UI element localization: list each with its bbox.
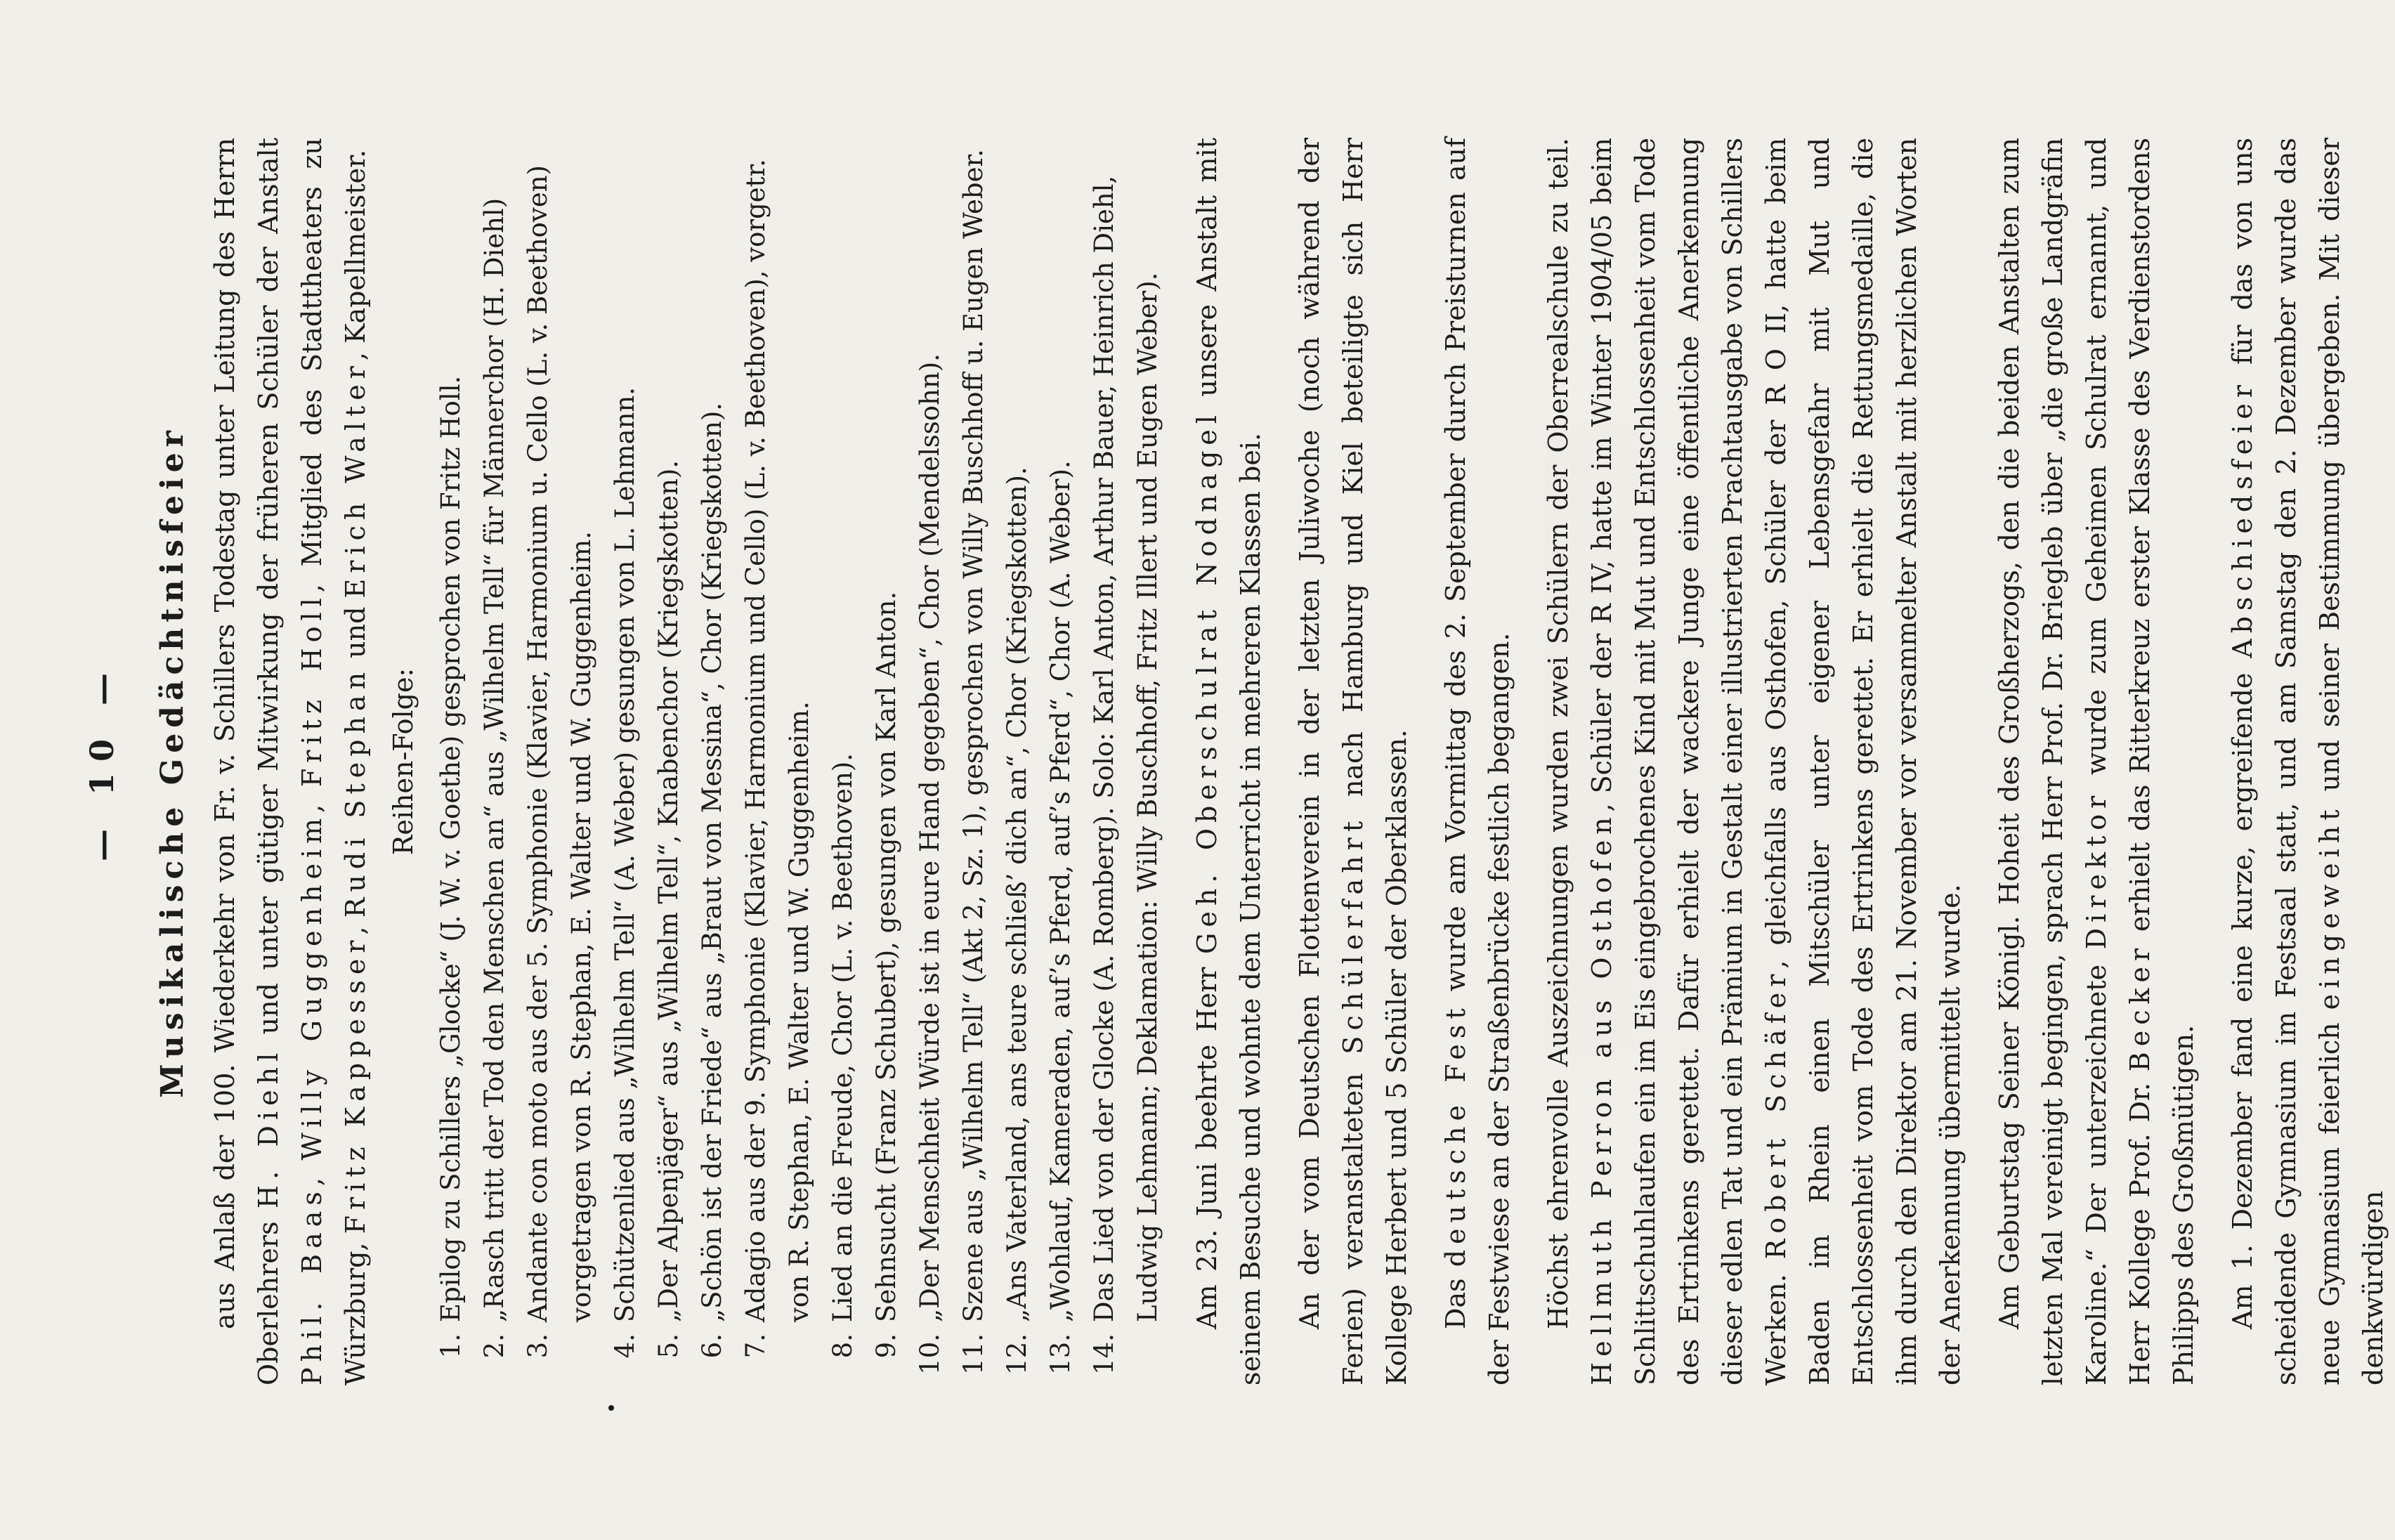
emphasized-name: Hellmuth Perron aus Osthofen	[1586, 811, 1617, 1385]
item-text: Das Lied von der Glocke (A. Romberg). Solo: Karl Anton, Arthur Bauer, Heinrich Diehl,	[1089, 175, 1119, 1322]
item-text: „Der Menschheit Würde ist in eure Hand gegeben“, Chor (Mendelssohn).	[915, 353, 945, 1322]
paragraph-text: wurde zum Geheimen Schulrat ernannt, und Herr Kollege Prof. Dr.	[2081, 137, 2155, 1385]
item-number: 1.	[436, 1333, 466, 1359]
paragraph-deutsches-fest	[1434, 138, 1521, 1385]
item-number: 11.	[958, 1333, 988, 1375]
item-number: 14.	[1089, 1333, 1119, 1375]
program-item	[429, 138, 473, 1385]
paragraph-visit	[1185, 138, 1272, 1385]
program-item	[908, 138, 952, 1385]
item-number: 12.	[1002, 1333, 1032, 1375]
item-number: 13.	[1045, 1333, 1076, 1375]
program-item	[734, 138, 778, 1385]
paragraph-text: und seiner Bestimmung übergeben. Mit dieser denkwürdigen	[2314, 137, 2389, 1385]
emphasized-name: Geh. Oberschulrat Nodnagel	[1192, 410, 1222, 954]
paragraph-auszeichnungen	[1536, 138, 1972, 1385]
emphasized-term: Direktor	[2081, 790, 2112, 950]
item-number: 5.	[653, 1333, 684, 1359]
paragraph-text: , gleichfalls aus Osthofen, Schüler der R O II, hatte beim Baden im Rhein einen Mitschüler unter eigener Lebensgefahr mit Mut und Entschlossenheit vom Tode des Ertrinkens gerettet. Er erhielt die Rettungsmedaille, die ihm durch den Direktor am 21. November vor versammelter Anstalt mit herzlichen Worten der Anerkennung übermittelt wurde.	[1761, 137, 1966, 1385]
name-kappesser: Fritz Kappesser	[340, 934, 371, 1234]
paragraph-text: Am 23. Juni beehrte Herr	[1192, 953, 1222, 1329]
intro-text: , Kapellmeister.	[340, 149, 371, 361]
name-guggenheim: Willy Guggenheim	[296, 812, 327, 1161]
item-number: 9.	[871, 1333, 901, 1359]
item-number: 6.	[697, 1333, 727, 1359]
paragraph-text: für das von uns scheidende Gymnasium im Festsaal statt, und am Samstag den 2. Dezember wurde das neue Gymnasium feierlich	[2227, 138, 2345, 1385]
paragraph-text: erhielt das Ritterkreuz erster Klasse des Verdienstordens Philipps des Großmütigen.	[2125, 138, 2199, 1385]
page-number: — 10 —	[83, 661, 121, 862]
item-text: Sehnsucht (Franz Schubert), gesungen von Karl Anton.	[871, 591, 901, 1322]
item-text: „Wohlauf, Kameraden, auf’s Pferd, auf’s Pferd“, Chor (A. Weber).	[1045, 460, 1076, 1322]
item-text: Epilog zu Schillers „Glocke“ (J. W. v. Goethe) gesprochen von Fritz Holl.	[436, 375, 466, 1322]
item-text: Schützenlied aus „Wilhelm Tell“ (A. Weber) gesungen von L. Lehmann.	[610, 387, 640, 1322]
section-title: Musikalische Gedächtnisfeier	[155, 425, 190, 1098]
item-text: „Schön ist der Friede“ aus „Braut von Messina“, Chor (Kriegskotten).	[697, 402, 727, 1322]
intro-text: und	[340, 598, 371, 667]
paragraph-schuelerfahrt	[1288, 138, 1418, 1385]
item-text: Adagio aus der 9. Symphonie (Klavier, Harmonium und Cello) (L. v. Beethoven), vorgetr.	[740, 159, 771, 1322]
program-item	[603, 138, 647, 1385]
emphasized-term: eingeweiht	[2314, 804, 2345, 1010]
item-continuation-text: vorgetragen von R. Stephan, E. Walter und W. Guggenheim.	[566, 531, 596, 1322]
emphasized-term: deutsche Fest	[1440, 1003, 1471, 1267]
intro-text: ,	[340, 918, 371, 935]
program-item-continuation	[1126, 138, 1170, 1385]
name-holl: Fritz Holl	[296, 592, 327, 788]
paragraph-abschiedsfeier	[2221, 138, 2395, 1385]
intro-text: , Mitglied des Stadttheaters zu Würzburg,	[296, 138, 371, 1385]
program-item-continuation	[560, 138, 603, 1385]
program-heading: Reihen-Folge:	[388, 667, 419, 856]
paragraph-text: , Schüler der R IV, hatte im Winter 1904/05 beim Schlittschuhlaufen ein im Eis eingebrochenes Kind mit Mut und Entschlossenheit vom Tode des Ertrinkens gerettet. Dafür erhielt der wackere Junge eine öffentliche Anerkennung dieser edlen Tat und ein Prämium in Gestalt einer illustrierten Prachtausgabe von Schillers Werken.	[1586, 138, 1792, 1385]
item-text: Szene aus „Wilhelm Tell“ (Akt 2, Sz. 1), gesprochen von Willy Buschhoff u. Eugen Weber.	[958, 149, 988, 1322]
item-text: „Der Alpenjäger“ aus „Wilhelm Tell“, Knabenchor (Kriegskotten).	[653, 459, 684, 1322]
name-walter: Erich Walter	[340, 360, 371, 599]
paragraph-text: wurde am Vormittag des 2. September durch Preisturnen auf der Festwiese an der Straßenbrücke festlich begangen.	[1440, 137, 1515, 1385]
item-text: Andante con moto aus der 5. Symphonie (Klavier, Harmonium u. Cello (L. v. Beethoven)	[523, 165, 553, 1322]
item-text: „Rasch tritt der Tod den Menschen an“ aus „Wilhelm Tell“ für Männerchor (H. Diehl)	[479, 197, 509, 1322]
item-number: 2.	[479, 1333, 509, 1359]
item-number: 8.	[828, 1333, 858, 1359]
item-text: „Ans Vaterland, ans teure schließ’ dich an“, Chor (Kriegskotten).	[1002, 466, 1032, 1322]
program-item	[952, 138, 996, 1385]
program-item	[647, 138, 691, 1385]
name-baas: Phil. Baas	[296, 1186, 327, 1385]
item-text: Lied an die Freude, Chor (L. v. Beethoven).	[828, 753, 858, 1322]
intro-paragraph	[203, 138, 377, 1385]
emphasized-name: Becker	[2125, 942, 2155, 1072]
program-item	[821, 138, 865, 1385]
item-number: 7.	[740, 1333, 771, 1359]
paragraph-text: nach Hamburg und Kiel beteiligte sich Herr Kollege Herbert und 5 Schüler der Oberklassen.	[1338, 138, 1412, 1385]
paragraph-text: Höchst ehrenvolle Auszeichnungen wurden zwei Schülern der Oberrealschule zu teil.	[1543, 138, 1574, 1329]
item-continuation-text: Ludwig Lehmann; Deklamation: Willy Buschhoff, Fritz Illert und Eugen Weber).	[1133, 272, 1163, 1322]
program-item	[996, 138, 1039, 1385]
paragraph-text: Das	[1440, 1267, 1471, 1329]
program-item	[691, 138, 734, 1385]
paragraph-text: Am Geburtstag Seiner Königl. Hoheit des Großherzogs, den die beiden Anstalten zum letzten Mal vereinigt begingen, sprach Herr Prof. Dr. Briegleb über „die große Landgräfin Karoline.“ Der unterzeichnete	[1994, 138, 2112, 1385]
text-column	[49, 138, 2395, 1385]
emphasized-term: Schülerfahrt	[1338, 815, 1369, 1055]
program-item-continuation	[778, 138, 821, 1385]
paragraph-text: Am 1. Dezember fand eine kurze, ergreifende	[2227, 658, 2258, 1329]
name-diehl: H. Diehl	[253, 1047, 284, 1209]
name-stephan: Rudi Stephan	[340, 666, 371, 918]
emphasized-name: Robert Schäfer	[1761, 968, 1792, 1260]
paragraph-geburtstag	[1988, 138, 2205, 1385]
program-item	[1083, 138, 1126, 1385]
paragraph-text: An der vom Deutschen Flottenverein in der letzten Juliwoche (noch während der Ferien) veranstalteten	[1294, 138, 1369, 1385]
intro-text: und unter gütiger Mitwirkung der früheren Schüler der Anstalt	[253, 138, 284, 1048]
program-list	[429, 138, 1170, 1385]
item-number: 10.	[915, 1333, 945, 1375]
intro-text: aus Anlaß der 100. Wiederkehr von Fr. v. Schillers Todestag unter Leitung des Herrn Oberlehrers	[209, 138, 284, 1385]
rotated-text-block	[49, 67, 2389, 1473]
item-number: 4.	[610, 1333, 640, 1359]
program-item	[865, 138, 908, 1385]
item-continuation-text: von R. Stephan, E. Walter und W. Guggenheim.	[784, 701, 814, 1322]
item-number: 3.	[523, 1333, 553, 1359]
emphasized-term: Abschiedsfeier	[2227, 379, 2258, 658]
program-item	[1039, 138, 1083, 1385]
paragraph-text: unsere Anstalt mit seinem Besuche und wohnte dem Unterricht in mehreren Klassen bei.	[1192, 138, 1266, 1385]
intro-text: ,	[296, 1160, 327, 1187]
intro-text: ,	[296, 787, 327, 813]
program-item	[473, 138, 516, 1385]
program-item	[516, 138, 560, 1385]
